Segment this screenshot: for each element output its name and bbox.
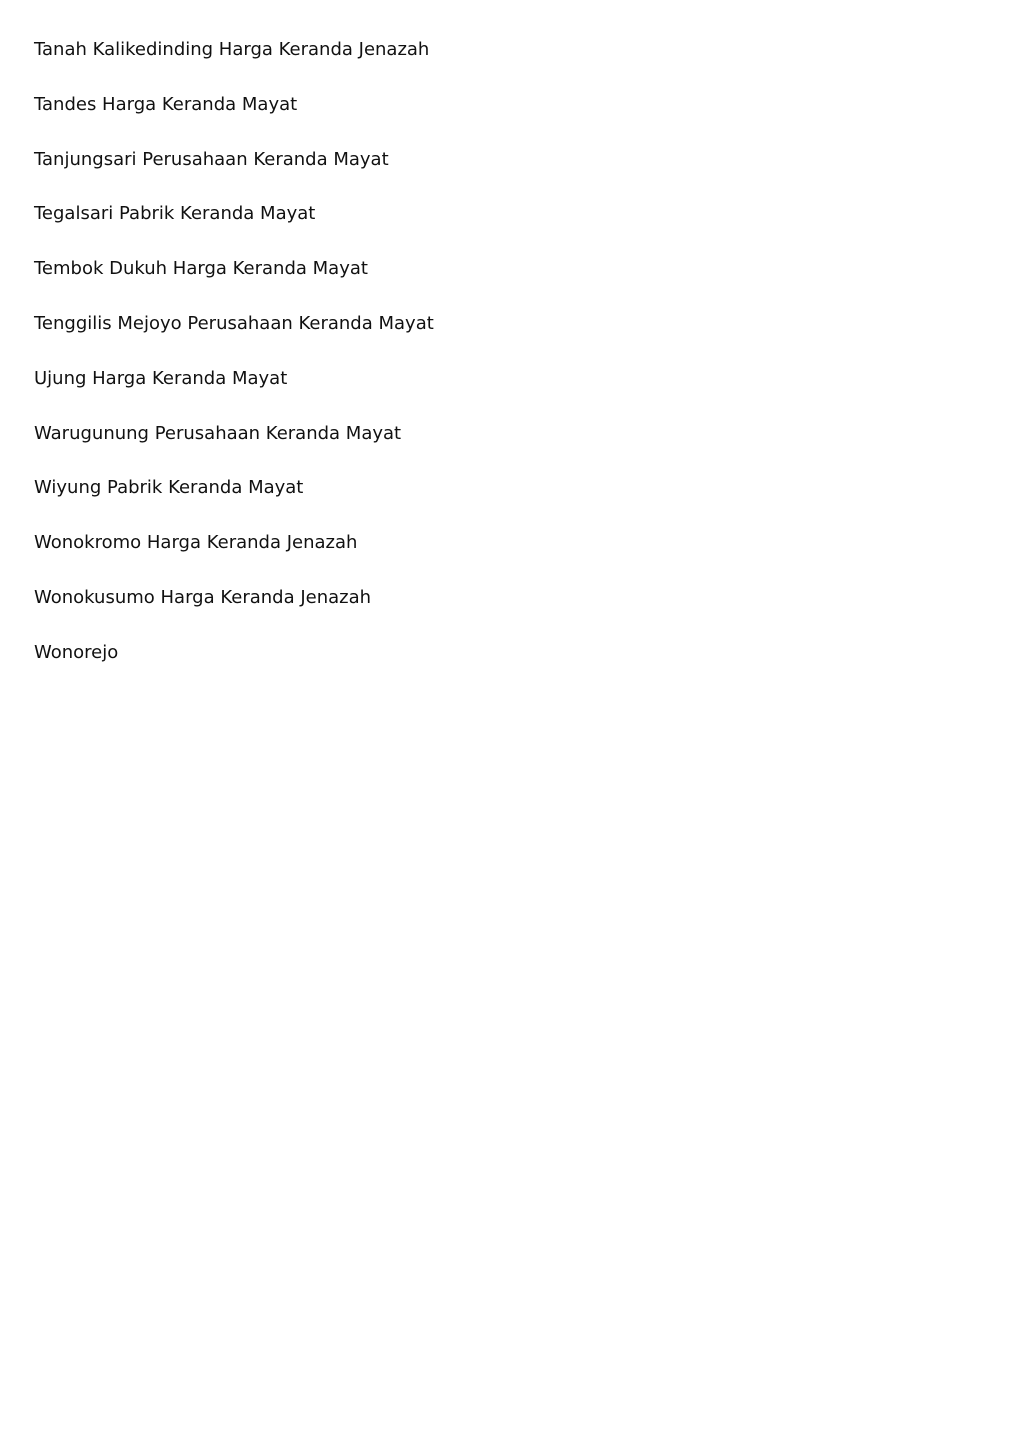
location-link[interactable]: Tembok Dukuh Harga Keranda Mayat — [34, 258, 368, 280]
list-item — [34, 146, 434, 201]
location-link[interactable]: Tanah Kalikedinding Harga Keranda Jenazah — [34, 39, 430, 60]
location-link[interactable]: Wonokromo Harga Keranda Jenazah — [34, 532, 358, 554]
location-link[interactable]: Wiyung Pabrik Keranda Mayat — [34, 477, 304, 499]
list-item — [34, 639, 434, 694]
list-item — [34, 36, 434, 91]
location-link[interactable]: Tegalsari Pabrik Keranda Mayat — [34, 203, 316, 225]
location-link-list — [34, 36, 434, 694]
location-link[interactable]: Tanjungsari Perusahaan Keranda Mayat — [34, 148, 389, 170]
list-item — [34, 420, 434, 475]
list-item — [34, 365, 434, 420]
list-item — [34, 529, 434, 584]
location-link[interactable]: Wonorejo — [34, 641, 119, 663]
location-link[interactable]: Tenggilis Mejoyo Perusahaan Keranda Mayat — [34, 312, 434, 334]
location-link[interactable]: Ujung Harga Keranda Mayat — [34, 367, 288, 389]
location-link[interactable]: Tandes Harga Keranda Mayat — [34, 93, 298, 115]
location-link[interactable]: Wonokusumo Harga Keranda Jenazah — [34, 586, 372, 608]
list-item — [34, 474, 434, 529]
location-link[interactable]: Warugunung Perusahaan Keranda Mayat — [34, 422, 402, 444]
list-item — [34, 91, 434, 146]
list-item — [34, 584, 434, 639]
list-item — [34, 200, 434, 255]
list-item — [34, 310, 434, 365]
list-item — [34, 255, 434, 310]
